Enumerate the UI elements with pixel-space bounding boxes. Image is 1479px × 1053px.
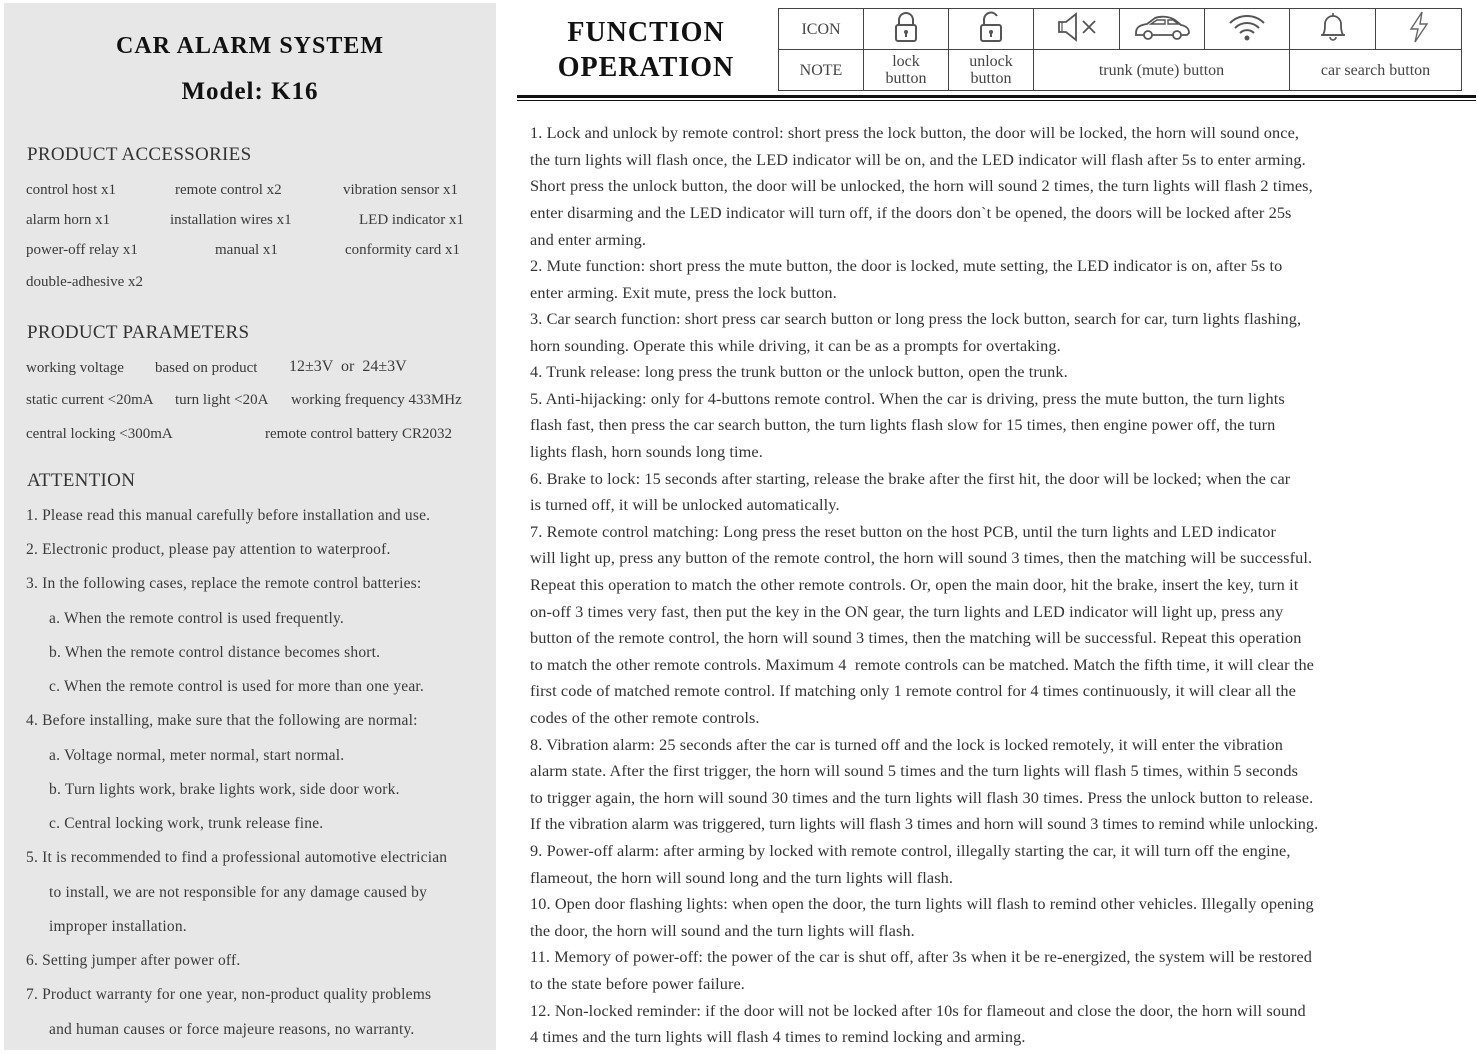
attention-line: c. When the remote control is used for more than one year. — [49, 678, 425, 695]
param-battery: remote control battery CR2032 — [265, 426, 453, 442]
function-line: 3. Car search function: short press car search button or long press the lock button, search for car, turn lights flashing, — [530, 309, 1302, 328]
param-turn-light: turn light <20A — [175, 392, 269, 408]
function-line: 10. Open door flashing lights: when open the door, the turn lights will flash to remind other vehicles. Illegally opening — [530, 894, 1314, 913]
accessory-item: conformity card x1 — [345, 242, 460, 258]
accessory-item: LED indicator x1 — [359, 212, 464, 228]
function-line: flameout, the horn will sound long and the turn lights will flash. — [530, 868, 954, 887]
param-voltage-basis: based on product — [155, 360, 258, 376]
function-line: enter arming. Exit mute, press the lock button. — [530, 283, 837, 302]
function-title-line1: FUNCTION — [567, 17, 725, 48]
attention-line: 6. Setting jumper after power off. — [26, 952, 241, 969]
unlock-icon — [978, 10, 1004, 44]
function-line: 7. Remote control matching: Long press the reset button on the host PCB, until the turn lights and LED indicator — [530, 522, 1277, 541]
icon-row-label: ICON — [779, 9, 864, 50]
function-line: 11. Memory of power-off: the power of the car is shut off, after 3s when it be re-energized, the system will be restored — [530, 947, 1312, 966]
function-line: to the state before power failure. — [530, 974, 745, 993]
function-line: lights flash, horn sounds long time. — [530, 442, 763, 461]
function-line: 4. Trunk release: long press the trunk button or the unlock button, open the trunk. — [530, 362, 1068, 381]
accessories-heading: PRODUCT ACCESSORIES — [27, 144, 252, 165]
function-line: flash fast, then press the car search button, the turn lights flash slow for 15 times, then engine power off, the turn — [530, 415, 1276, 434]
function-line: Repeat this operation to match the other remote controls. Or, open the main door, hit the brake, insert the key, turn it — [530, 575, 1299, 594]
accessory-item: double-adhesive x2 — [26, 274, 144, 290]
function-line: to match the other remote controls. Maximum 4 remote controls can be matched. Match the fifth time, it will clear the — [530, 655, 1315, 674]
attention-line: 7. Product warranty for one year, non-product quality problems — [26, 986, 432, 1003]
function-line: If the vibration alarm was triggered, turn lights will flash 3 times and horn will sound 3 times to remind while unlocking. — [530, 814, 1319, 833]
param-static-current: static current <20mA — [26, 392, 154, 408]
accessory-item: control host x1 — [26, 182, 116, 198]
function-line: horn sounding. Operate this while driving, it can be as a prompts for overtaking. — [530, 336, 1061, 355]
attention-line: a. Voltage normal, meter normal, start normal. — [49, 747, 345, 764]
function-line: 5. Anti-hijacking: only for 4-buttons remote control. When the car is driving, press the mute button, the turn lights — [530, 389, 1285, 408]
accessory-item: vibration sensor x1 — [343, 182, 458, 198]
param-voltage-value: 12±3V or 24±3V — [289, 358, 407, 375]
attention-line: a. When the remote control is used frequently. — [49, 610, 344, 627]
mute-speaker-icon — [1054, 10, 1100, 44]
function-line: 1. Lock and unlock by remote control: short press the lock button, the door will be locked, the horn will sound once, — [530, 123, 1300, 142]
function-line: to trigger again, the horn will sound 30 times and the turn lights will flash 30 times. Press the unlock button to release. — [530, 788, 1314, 807]
accessory-item: remote control x2 — [175, 182, 282, 198]
function-line: will light up, press any button of the remote control, the horn will sound 3 times, then the matching will be successful. — [530, 548, 1313, 567]
function-line: enter disarming and the LED indicator will turn off, if the doors don`t be opened, the doors will be locked after 25s — [530, 203, 1292, 222]
function-line: first code of matched remote control. If matching only 1 remote control for 4 times continuously, it will clear all the — [530, 681, 1296, 700]
accessory-item: manual x1 — [215, 242, 278, 258]
attention-line: 4. Before installing, make sure that the following are normal: — [26, 712, 418, 729]
function-line: codes of the other remote controls. — [530, 708, 760, 727]
lock-icon — [893, 10, 919, 44]
attention-heading: ATTENTION — [27, 470, 136, 491]
lightning-icon — [1405, 9, 1433, 45]
icon-legend-table — [778, 8, 1462, 91]
function-line: Short press the unlock button, the door will be unlocked, the horn will sound 2 times, the turn lights will flash 2 times, — [530, 176, 1313, 195]
param-voltage-label: working voltage — [26, 360, 124, 376]
function-line: 2. Mute function: short press the mute button, the door is locked, mute setting, the LED indicator is on, after 5s to — [530, 256, 1283, 275]
function-line: button of the remote control, the horn will sound 3 times, then the matching will be successful. Repeat this operation — [530, 628, 1302, 647]
function-title-line2: OPERATION — [557, 52, 735, 83]
note-row-label: NOTE — [779, 50, 864, 91]
header-divider-thin — [517, 100, 1476, 101]
attention-line: 1. Please read this manual carefully before installation and use. — [26, 507, 431, 524]
attention-line: 3. In the following cases, replace the remote control batteries: — [26, 575, 422, 592]
attention-line: and human causes or force majeure reasons, no warranty. — [49, 1021, 415, 1038]
wireless-signal-icon — [1227, 10, 1267, 44]
model-title: Model: K16 — [181, 78, 319, 105]
attention-line: b. When the remote control distance becomes short. — [49, 644, 381, 661]
attention-line: 2. Electronic product, please pay attention to waterproof. — [26, 541, 391, 558]
param-central-locking: central locking <300mA — [26, 426, 173, 442]
accessory-item: alarm horn x1 — [26, 212, 111, 228]
attention-line: 5. It is recommended to find a professional automotive electrician — [26, 849, 448, 866]
function-line: is turned off, it will be unlocked automatically. — [530, 495, 840, 514]
attention-line: to install, we are not responsible for any damage caused by — [49, 884, 428, 901]
accessory-item: installation wires x1 — [170, 212, 292, 228]
attention-line: b. Turn lights work, brake lights work, side door work. — [49, 781, 400, 798]
note-lock-button: lock button — [864, 50, 949, 91]
note-car-search-button: car search button — [1290, 50, 1462, 91]
function-line: 9. Power-off alarm: after arming by locked with remote control, illegally starting the car, it will turn off the engine, — [530, 841, 1291, 860]
document-title: CAR ALARM SYSTEM — [115, 33, 385, 59]
bell-icon — [1317, 9, 1349, 45]
attention-line: improper installation. — [49, 918, 187, 935]
note-unlock-button: unlock button — [949, 50, 1034, 91]
function-line: alarm state. After the first trigger, the horn will sound 5 times and the turn lights will flash 5 times, within 5 seconds — [530, 761, 1299, 780]
attention-line: c. Central locking work, trunk release fine. — [49, 815, 324, 832]
function-line: on-off 3 times very fast, then put the key in the ON gear, the turn lights and LED indicator will light up, press any — [530, 602, 1284, 621]
param-frequency: working frequency 433MHz — [291, 392, 462, 408]
parameters-heading: PRODUCT PARAMETERS — [27, 322, 250, 343]
function-line: 12. Non-locked reminder: if the door will not be locked after 10s for flameout and close the door, the horn will sound — [530, 1001, 1306, 1020]
accessory-item: power-off relay x1 — [26, 242, 138, 258]
header-divider — [517, 95, 1476, 98]
function-line: 6. Brake to lock: 15 seconds after starting, release the brake after the first hit, the door will be locked; when the car — [530, 469, 1291, 488]
function-line: and enter arming. — [530, 230, 647, 249]
left-panel — [4, 3, 496, 1050]
function-line: the turn lights will flash once, the LED indicator will be on, and the LED indicator will flash after 5s to enter arming. — [530, 150, 1306, 169]
function-line: 8. Vibration alarm: 25 seconds after the car is turned off and the lock is locked remotely, it will enter the vibration — [530, 735, 1284, 754]
car-icon — [1133, 12, 1191, 42]
function-line: the door, the horn will sound and the turn lights will flash. — [530, 921, 915, 940]
note-trunk-button: trunk (mute) button — [1034, 50, 1290, 91]
function-line: 4 times and the turn lights will flash 4 times to remind locking and arming. — [530, 1027, 1026, 1046]
